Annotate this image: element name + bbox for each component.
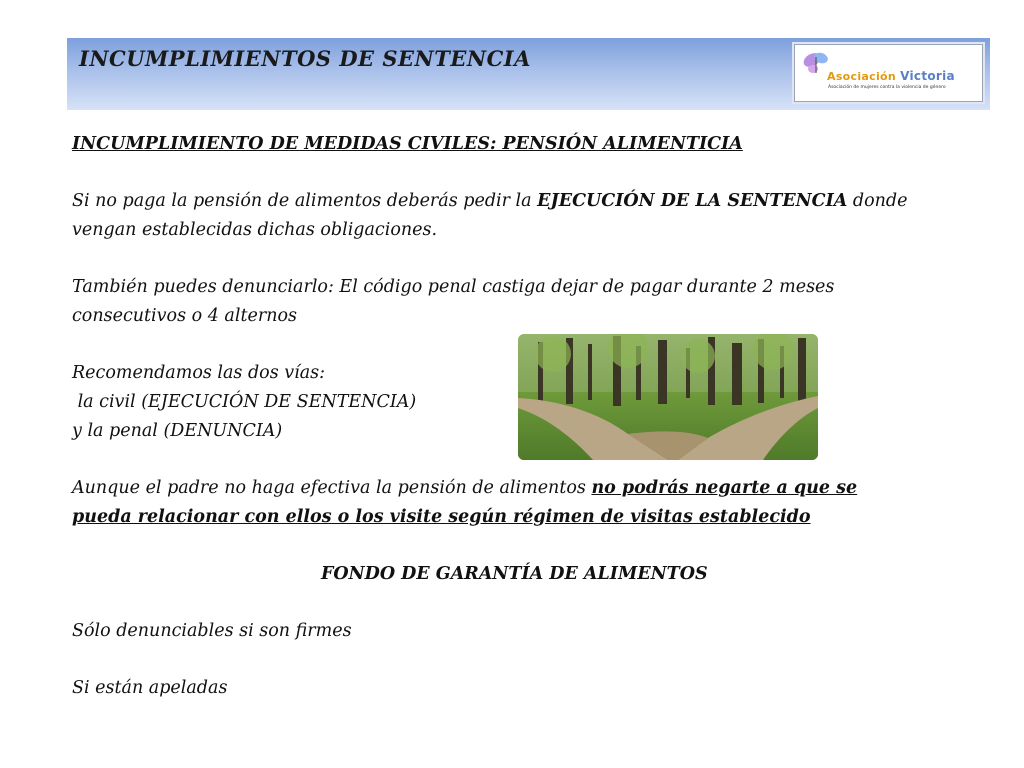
- fondo-garantia-title: FONDO DE GARANTÍA DE ALIMENTOS: [321, 564, 708, 584]
- paragraph-firmes: Sólo denunciables si son firmes: [72, 621, 352, 641]
- paragraph-visitas: Aunque el padre no haga efectiva la pensión de alimentos no podrás negarte a que se: [72, 478, 858, 498]
- recommendation-title: Recomendamos las dos vías:: [72, 363, 326, 383]
- section-heading: INCUMPLIMIENTO DE MEDIDAS CIVILES: PENSIÓN ALIMENTICIA: [72, 134, 743, 154]
- forest-path-photo: [518, 334, 818, 460]
- paragraph-denuncia: También puedes denunciarlo: El código penal castiga dejar de pagar durante 2 meses: [72, 277, 835, 297]
- paragraph-visitas-line2: pueda relacionar con ellos o los visite según régimen de visitas establecido: [72, 507, 811, 527]
- header-banner: [67, 38, 990, 110]
- logo-name: Asociación Victoria: [827, 69, 955, 83]
- recommendation-penal: y la penal (DENUNCIA): [72, 421, 283, 441]
- paragraph-apeladas: Si están apeladas: [72, 678, 228, 698]
- paragraph-ejecucion-line2: vengan establecidas dichas obligaciones.: [72, 220, 438, 240]
- paragraph-denuncia-line2: consecutivos o 4 alternos: [72, 306, 297, 326]
- logo: [794, 44, 983, 102]
- logo-subtitle: Asociación de mujeres contra la violencia de género: [828, 85, 946, 90]
- page-title: INCUMPLIMIENTOS DE SENTENCIA: [79, 46, 531, 71]
- recommendation-civil: la civil (EJECUCIÓN DE SENTENCIA): [72, 392, 417, 412]
- paragraph-ejecucion: Si no paga la pensión de alimentos deberás pedir la EJECUCIÓN DE LA SENTENCIA donde: [72, 191, 908, 211]
